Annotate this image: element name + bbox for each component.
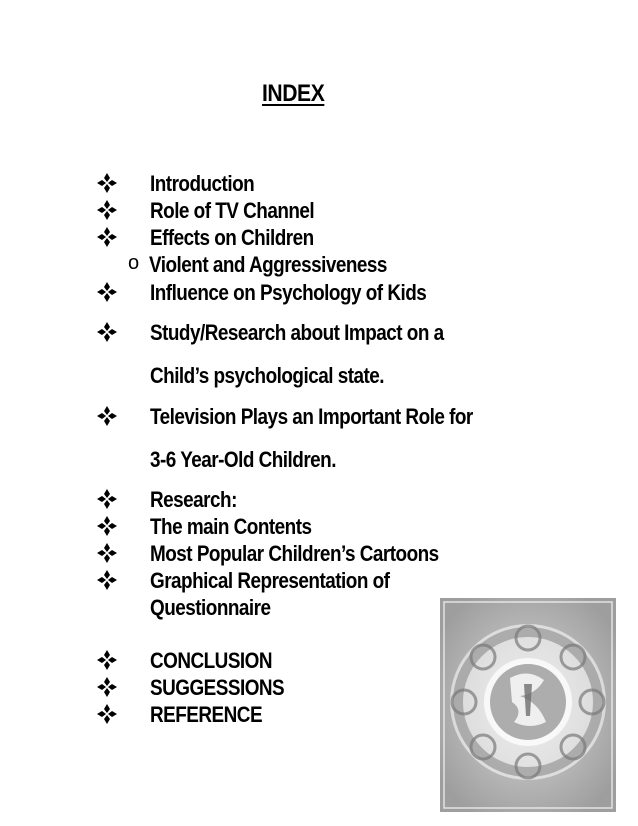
index-item-text: Graphical Representation of <box>150 568 390 593</box>
diamond-bullet-icon <box>96 515 118 539</box>
circle-bullet: o <box>128 252 140 274</box>
diamond-bullet-icon <box>96 226 118 250</box>
diamond-bullet-icon <box>96 649 118 673</box>
index-item-text: Role of TV Channel <box>150 198 315 223</box>
diamond-bullet-icon <box>96 703 118 727</box>
diamond-bullet-icon <box>96 172 118 196</box>
index-item-text: Violent and Aggressiveness <box>149 252 387 277</box>
index-item-text: Effects on Children <box>150 225 314 250</box>
index-item-text: Child’s psychological state. <box>150 363 385 388</box>
index-item-text: Questionnaire <box>150 595 271 620</box>
index-item-text: 3-6 Year-Old Children. <box>150 447 336 472</box>
index-item-text: CONCLUSION <box>150 648 273 673</box>
index-item-text: Television Plays an Important Role for <box>150 404 473 429</box>
index-item-text: Research: <box>150 487 237 512</box>
diamond-bullet-icon <box>96 199 118 223</box>
diamond-bullet-icon <box>96 405 118 429</box>
index-item-text: Introduction <box>150 171 255 196</box>
diamond-bullet-icon <box>96 569 118 593</box>
index-item-text: Study/Research about Impact on a <box>150 320 444 345</box>
diamond-bullet-icon <box>96 488 118 512</box>
index-item-text: Influence on Psychology of Kids <box>150 280 427 305</box>
index-item-text: SUGGESSIONS <box>150 675 285 700</box>
page-title: INDEX <box>262 80 325 107</box>
calligraphy-seal-watermark-icon <box>440 598 616 812</box>
index-item-text: Most Popular Children’s Cartoons <box>150 541 439 566</box>
diamond-bullet-icon <box>96 321 118 345</box>
index-item-text: The main Contents <box>150 514 312 539</box>
diamond-bullet-icon <box>96 676 118 700</box>
diamond-bullet-icon <box>96 281 118 305</box>
index-item-text: REFERENCE <box>150 702 263 727</box>
diamond-bullet-icon <box>96 542 118 566</box>
